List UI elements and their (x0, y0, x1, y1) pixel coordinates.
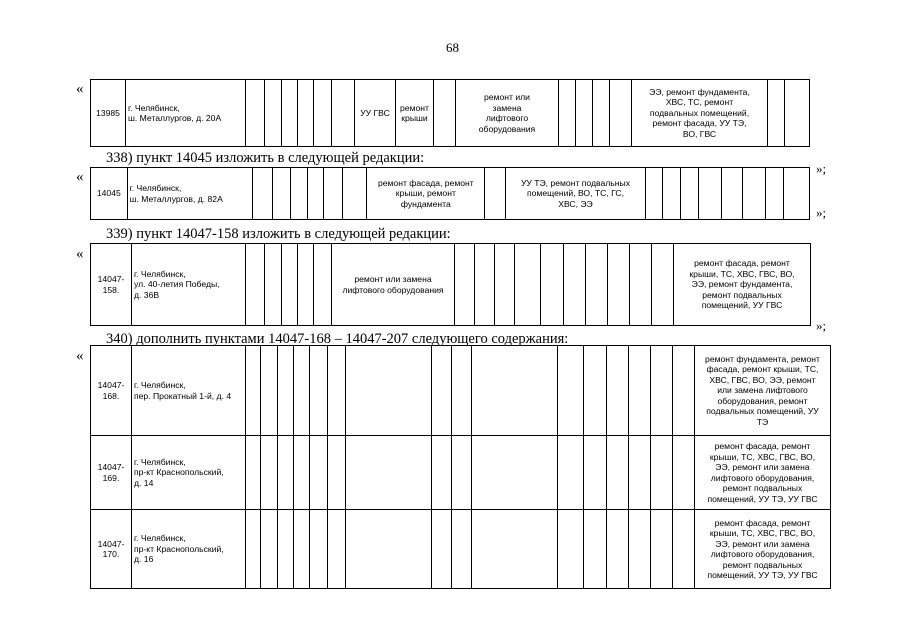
cell-address: г. Челябинск, ул. 40-летия Победы, д. 36В (132, 244, 246, 326)
cell-number: 14047- 158. (91, 244, 132, 326)
open-quote: « (76, 246, 84, 262)
cell-lift-repair: ремонт или замена лифтового оборудования (332, 244, 455, 326)
heading-339: 339) пункт 14047-158 изложить в следующей редакции: (106, 226, 451, 242)
cell-address: г. Челябинск, пр-кт Краснопольский, д. 14 (132, 436, 246, 510)
cell-roof-repair: ремонт крыши (396, 80, 434, 147)
cell-works-a: ремонт фасада, ремонт крыши, ремонт фундамента (367, 168, 485, 220)
cell-works: ремонт фасада, ремонт крыши, ТС, ХВС, ГВС, ВО, ЭЭ, ремонт или замена лифтового оборудования, ремонт подвальных помещений, УУ ТЭ, УУ ГВС (695, 436, 831, 510)
cell-address: г. Челябинск, пр-кт Краснопольский, д. 16 (132, 510, 246, 589)
cell-number: 14045 (91, 168, 128, 220)
heading-338: 338) пункт 14045 изложить в следующей редакции: (106, 150, 425, 166)
cell-works: ремонт фасада, ремонт крыши, ТС, ХВС, ГВС, ВО, ЭЭ, ремонт фундамента, ремонт подвальных помещений, УУ ГВС (674, 244, 811, 326)
table-row (91, 436, 831, 510)
cell-number: 13985 (91, 80, 126, 147)
cell-lift-repair: ремонт или замена лифтового оборудования (456, 80, 559, 147)
cell-number: 14047- 170. (91, 510, 132, 589)
close-mark: »; (816, 161, 827, 176)
cell-number: 14047- 168. (91, 346, 132, 436)
open-quote: « (76, 348, 84, 364)
cell-works: ремонт фундамента, ремонт фасада, ремонт крыши, ТС, ХВС, ГВС, ВО, ЭЭ, ремонт или замена лифтового оборудования, ремонт подвальных помещений, УУ ТЭ (695, 346, 831, 436)
cell-address: г. Челябинск, пер. Прокатный 1-й, д. 4 (132, 346, 246, 436)
page-number: 68 (446, 40, 459, 55)
cell-works-b: УУ ТЭ, ремонт подвальных помещений, ВО, ТС, ГС, ХВС, ЭЭ (506, 168, 645, 220)
cell-number: 14047- 169. (91, 436, 132, 510)
table-row (91, 510, 831, 589)
table-row-14045 (90, 167, 810, 220)
cell-uu-gvs: УУ ГВС (355, 80, 396, 147)
open-quote: « (76, 81, 84, 97)
table-row-13985 (90, 79, 810, 147)
cell-works: ЭЭ, ремонт фундамента, ХВС, ТС, ремонт подвальных помещений, ремонт фасада, УУ ТЭ, ВО, ГВС (632, 80, 768, 147)
close-mark: »; (816, 205, 827, 220)
table-new-rows (90, 345, 831, 589)
cell-address: г. Челябинск, ш. Металлургов, д. 20А (126, 80, 246, 147)
cell-works: ремонт фасада, ремонт крыши, ТС, ХВС, ГВС, ВО, ЭЭ, ремонт или замена лифтового оборудования, ремонт подвальных помещений, УУ ТЭ, УУ ГВС (695, 510, 831, 589)
table-row (91, 346, 831, 436)
open-quote: « (76, 169, 84, 185)
close-mark: »; (816, 318, 827, 333)
cell-address: г. Челябинск, ш. Металлургов, д. 82А (127, 168, 253, 220)
table-row-14047-158 (90, 243, 811, 326)
heading-340: 340) дополнить пунктами 14047-168 – 14047-207 следующего содержания: (106, 331, 569, 347)
